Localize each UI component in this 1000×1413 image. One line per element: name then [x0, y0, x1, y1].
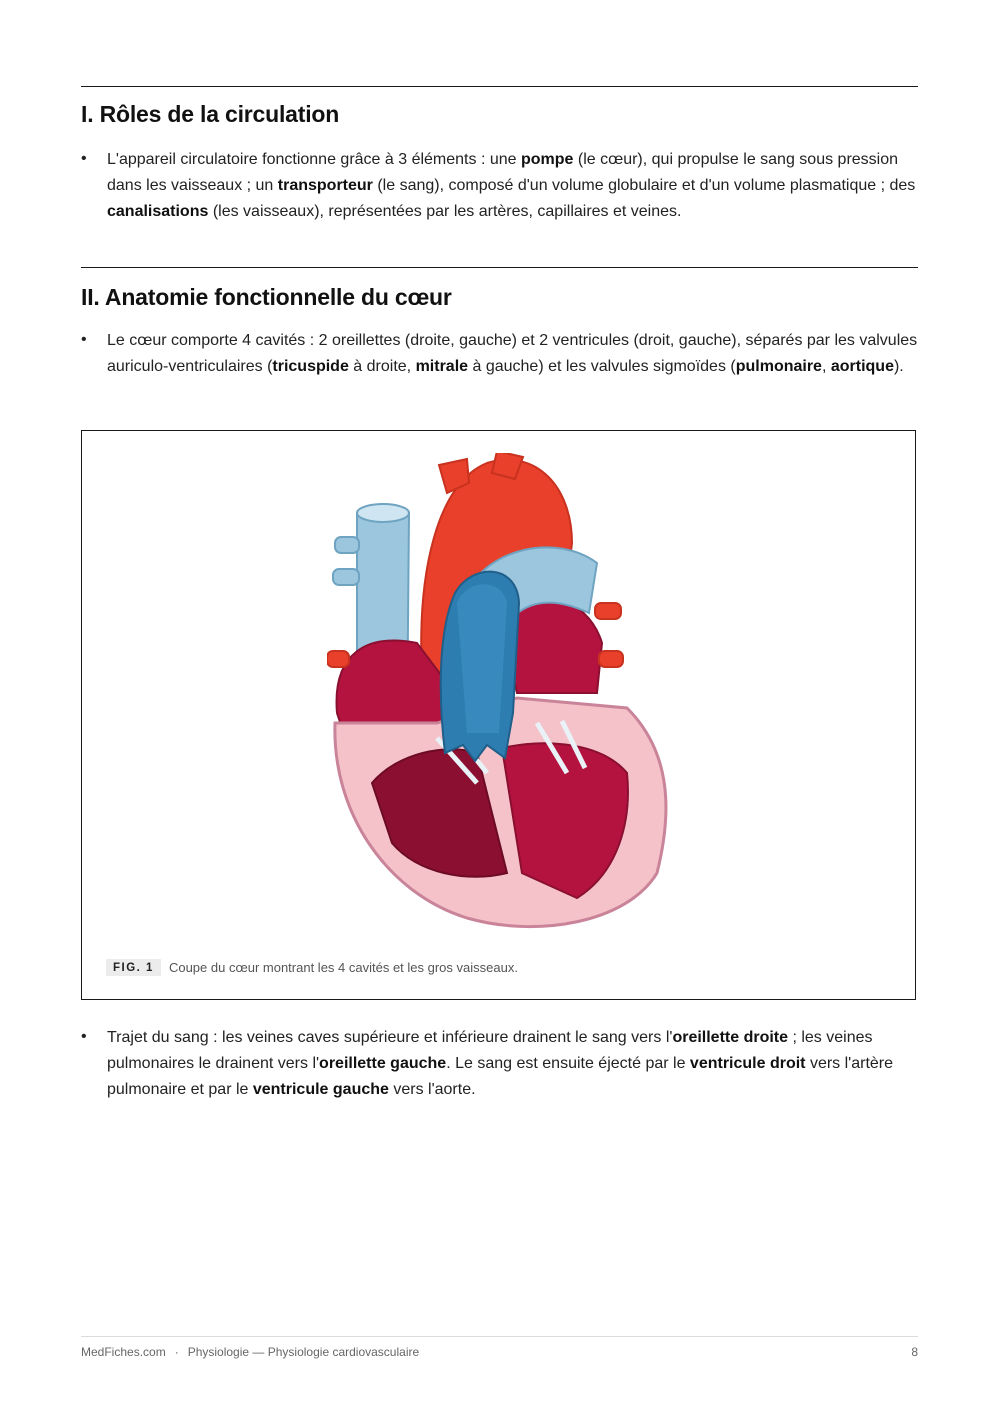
text-run: L'appareil circulatoire fonctionne grâce à 3 éléments : une	[107, 151, 521, 168]
footer-separator: ·	[174, 1345, 179, 1359]
text-run: vers l'artère pulmonaire et par le	[107, 1055, 894, 1098]
footer-breadcrumb: Physiologie — Physiologie cardiovasculaire	[187, 1345, 420, 1359]
bold-term: ventricule droit	[689, 1055, 806, 1072]
pulmonary-vein	[327, 651, 349, 667]
text-run: Le cœur comporte 4 cavités : 2 oreillettes (droite, gauche) et 2 ventricules (droit, gauche), séparés par les valvules auriculo-ventriculaires (	[107, 332, 918, 375]
bold-term: aortique	[830, 358, 894, 375]
bullet-text	[107, 151, 915, 220]
section-divider	[81, 86, 918, 87]
footer-site: MedFiches.com	[81, 1345, 166, 1359]
heart-illustration	[327, 453, 672, 933]
text-run: (les vaisseaux), représentées par les artères, capillaires et veines.	[208, 203, 682, 220]
footer-left	[81, 1345, 419, 1359]
figure-badge: FIG. 1	[106, 959, 161, 976]
bold-term: mitrale	[415, 358, 469, 375]
section-title-roles: I. Rôles de la circulation	[81, 101, 340, 127]
page-footer	[81, 1345, 918, 1359]
bold-term: ventricule gauche	[252, 1081, 389, 1098]
bold-term: tricuspide	[272, 358, 349, 375]
bullet-text	[107, 1029, 893, 1098]
list-item-trajet	[81, 1025, 918, 1103]
text-run: (le sang), composé d'un volume globulaire et d'un volume plasmatique ; des	[372, 177, 916, 194]
vein-branch	[333, 569, 359, 585]
text-run: ; les veines pulmonaires le drainent vers l'	[107, 1029, 873, 1072]
page-number: 8	[911, 1345, 918, 1359]
bold-term: transporteur	[277, 177, 373, 194]
bullet-dot: •	[81, 1028, 87, 1045]
list-item-roles	[81, 147, 918, 225]
figure-heart	[81, 430, 916, 1000]
pulmonary-vein	[595, 603, 621, 619]
text-run: . Le sang est ensuite éjecté par le	[446, 1055, 690, 1072]
text-run: Trajet du sang : les veines caves supérieure et inférieure drainent le sang vers l'	[107, 1029, 673, 1046]
bullet-dot: •	[81, 331, 87, 348]
figure-caption	[106, 959, 518, 976]
bold-term: oreillette gauche	[319, 1055, 447, 1072]
text-run: ).	[893, 358, 904, 375]
bold-term: pompe	[520, 151, 574, 168]
bold-term: pulmonaire	[735, 358, 822, 375]
footer-divider	[81, 1336, 918, 1337]
list-item-cavites	[81, 328, 918, 380]
text-run: ,	[821, 358, 831, 375]
text-run: à droite,	[348, 358, 416, 375]
caption-text: Coupe du cœur montrant les 4 cavités et les gros vaisseaux.	[168, 960, 518, 975]
text-run: à gauche) et les valvules sigmoïdes (	[468, 358, 736, 375]
pulmonary-vein	[599, 651, 623, 667]
text-run: (le cœur), qui propulse le sang sous pression dans les vaisseaux ; un	[107, 151, 899, 194]
bullet-dot: •	[81, 150, 87, 167]
vein-branch	[335, 537, 359, 553]
bold-term: oreillette droite	[672, 1029, 789, 1046]
bullet-text	[107, 332, 917, 375]
section-divider	[81, 267, 918, 268]
text-run: vers l'aorte.	[388, 1081, 476, 1098]
section-title-anatomie: II. Anatomie fonctionnelle du cœur	[81, 284, 452, 310]
bold-term: canalisations	[107, 203, 209, 220]
vena-cava-opening	[357, 504, 409, 522]
